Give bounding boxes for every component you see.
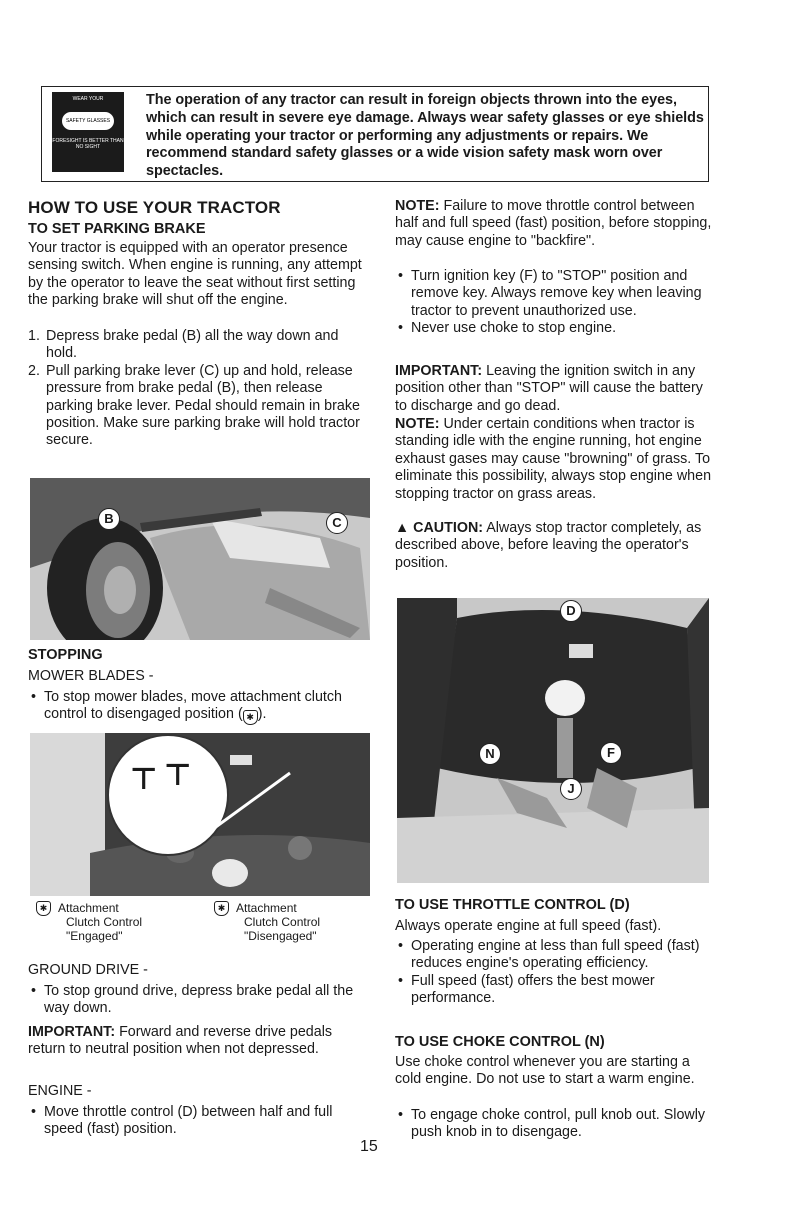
clutch-engaged-icon: ✱ bbox=[36, 901, 51, 916]
choke-heading: TO USE CHOKE CONTROL (N) bbox=[395, 1034, 605, 1050]
step-number: 2. bbox=[28, 362, 40, 379]
choke-list bbox=[395, 1107, 715, 1142]
note-backfire bbox=[395, 198, 715, 250]
legend-disengaged-line2: Clutch Control bbox=[244, 915, 321, 929]
stop-bullet: • Never use choke to stop engine. bbox=[395, 320, 715, 337]
note-label: NOTE: bbox=[395, 416, 440, 432]
callout-f: F bbox=[600, 742, 622, 764]
brake-step bbox=[28, 363, 372, 450]
section-heading: HOW TO USE YOUR TRACTOR bbox=[28, 198, 281, 217]
legend-engaged-line1: Attachment bbox=[58, 901, 119, 915]
disengaged-pedal-icon: ⊤ bbox=[164, 759, 192, 792]
important-label: IMPORTANT: bbox=[395, 363, 483, 379]
step-number: 1. bbox=[28, 328, 40, 344]
clutch-photo bbox=[30, 733, 370, 896]
caution-text: Always stop tractor completely, as described above, before leaving the operator's position. bbox=[395, 520, 702, 571]
legend-engaged bbox=[36, 901, 142, 943]
important-text: Leaving the ignition switch in any position other than "STOP" will cause the battery to discharge and go dead. bbox=[395, 363, 703, 414]
legend-engaged-line3: "Engaged" bbox=[66, 929, 123, 943]
page-number: 15 bbox=[360, 1138, 378, 1155]
important-note-right bbox=[395, 363, 715, 415]
engine-list bbox=[28, 1104, 372, 1139]
callout-d: D bbox=[560, 600, 582, 622]
choke-text: Use choke control whenever you are starting a cold engine. Do not use to start a warm engine. bbox=[395, 1054, 695, 1088]
mower-blades-bullet: • To stop mower blades, move attachment clutch control to disengaged position ( ✱ ). bbox=[28, 689, 372, 725]
stop-bullet: • Turn ignition key (F) to "STOP" position and remove key. Always remove key when leaving tractor to prevent unauthorized use. bbox=[395, 268, 715, 320]
dashboard-photo-drawing bbox=[397, 598, 709, 883]
ground-drive-bullet: • To stop ground drive, depress brake pedal all the way down. bbox=[28, 983, 372, 1018]
throttle-text: Always operate engine at full speed (fast). bbox=[395, 918, 662, 934]
throttle-heading: TO USE THROTTLE CONTROL (D) bbox=[395, 897, 630, 913]
note-browning bbox=[395, 416, 715, 503]
clutch-disengaged-icon: ✱ bbox=[243, 710, 258, 725]
legend-disengaged-line1: Attachment bbox=[236, 901, 297, 915]
callout-c: C bbox=[326, 512, 348, 534]
parking-brake-heading: TO SET PARKING BRAKE bbox=[28, 221, 206, 237]
throttle-bullet: • Operating engine at less than full speed (fast) reduces engine's operating efficiency. bbox=[395, 938, 715, 973]
throttle-bullet: • Full speed (fast) offers the best mower performance. bbox=[395, 973, 715, 1008]
note-text: Failure to move throttle control between half and full speed (fast) position, before stopping, may cause engine to "backfire". bbox=[395, 198, 712, 249]
stopping-heading: STOPPING bbox=[28, 647, 103, 663]
legend-disengaged-line3: "Disengaged" bbox=[244, 929, 317, 943]
caution-triangle-icon: ▲ bbox=[395, 520, 410, 536]
icon-bottom-text: FORESIGHT IS BETTER THAN NO SIGHT bbox=[52, 138, 124, 150]
icon-top-text: WEAR YOUR bbox=[72, 96, 104, 102]
callout-b: B bbox=[98, 508, 120, 530]
safety-warning-text: The operation of any tractor can result in foreign objects thrown into the eyes, which can result in severe eye damage. Always wear safety glasses or eye shields while operating your tractor or performing any adjustments or repairs. We recommend standard safety glasses or a wide vision safety mask worn over spectacles. bbox=[146, 92, 704, 180]
important-label: IMPORTANT: bbox=[28, 1024, 116, 1040]
engine-heading: ENGINE - bbox=[28, 1083, 92, 1099]
important-note-left bbox=[28, 1024, 372, 1059]
dashboard-photo bbox=[397, 598, 709, 883]
brake-photo-drawing bbox=[30, 478, 370, 640]
mower-blades-list bbox=[28, 689, 372, 725]
throttle-list bbox=[395, 938, 715, 1008]
brake-step bbox=[28, 328, 372, 363]
ground-drive-list bbox=[28, 983, 372, 1018]
note-text: Under certain conditions when tractor is standing idle with the engine running, hot engine exhaust gases may cause "browning" of grass. To eliminate this possibility, always stop engine when stopping tractor on grass areas. bbox=[395, 416, 712, 502]
engaged-pedal-icon: ⊤ bbox=[130, 763, 158, 796]
callout-n: N bbox=[479, 743, 501, 765]
safety-glasses-icon bbox=[52, 92, 124, 172]
callout-j: J bbox=[560, 778, 582, 800]
step-text: Depress brake pedal (B) all the way down and hold. bbox=[46, 328, 339, 362]
step-text: Pull parking brake lever (C) up and hold, release pressure from brake pedal (B), then release parking brake lever. Pedal should remain in brake position. Make sure parking brake will hold tractor secure. bbox=[46, 362, 360, 449]
parking-brake-steps bbox=[28, 328, 372, 450]
legend-engaged-line2: Clutch Control bbox=[66, 915, 143, 929]
engine-bullet: • Move throttle control (D) between half and full speed (fast) position. bbox=[28, 1104, 372, 1139]
legend-disengaged bbox=[214, 901, 320, 943]
caution-note bbox=[395, 520, 715, 572]
stop-bullets bbox=[395, 268, 715, 338]
important-text: Forward and reverse drive pedals return to neutral position when not depressed. bbox=[28, 1024, 333, 1058]
ground-drive-heading: GROUND DRIVE - bbox=[28, 962, 148, 978]
clutch-photo-drawing bbox=[30, 733, 370, 896]
choke-bullet: • To engage choke control, pull knob out. Slowly push knob in to disengage. bbox=[395, 1107, 715, 1142]
mower-blades-heading: MOWER BLADES - bbox=[28, 668, 154, 684]
brake-photo bbox=[30, 478, 370, 640]
mower-bullet-text: To stop mower blades, move attachment clutch control to disengaged position bbox=[44, 689, 342, 723]
caution-label: CAUTION: bbox=[413, 520, 484, 536]
clutch-disengaged-icon: ✱ bbox=[214, 901, 229, 916]
mower-bullet-end: ). bbox=[257, 706, 267, 723]
note-label: NOTE: bbox=[395, 198, 440, 214]
icon-badge-text: SAFETY GLASSES bbox=[60, 110, 116, 132]
parking-brake-intro: Your tractor is equipped with an operator presence sensing switch. When engine is running, any attempt by the operator to leave the seat without first setting the parking brake will shut off the engine. bbox=[28, 240, 362, 309]
